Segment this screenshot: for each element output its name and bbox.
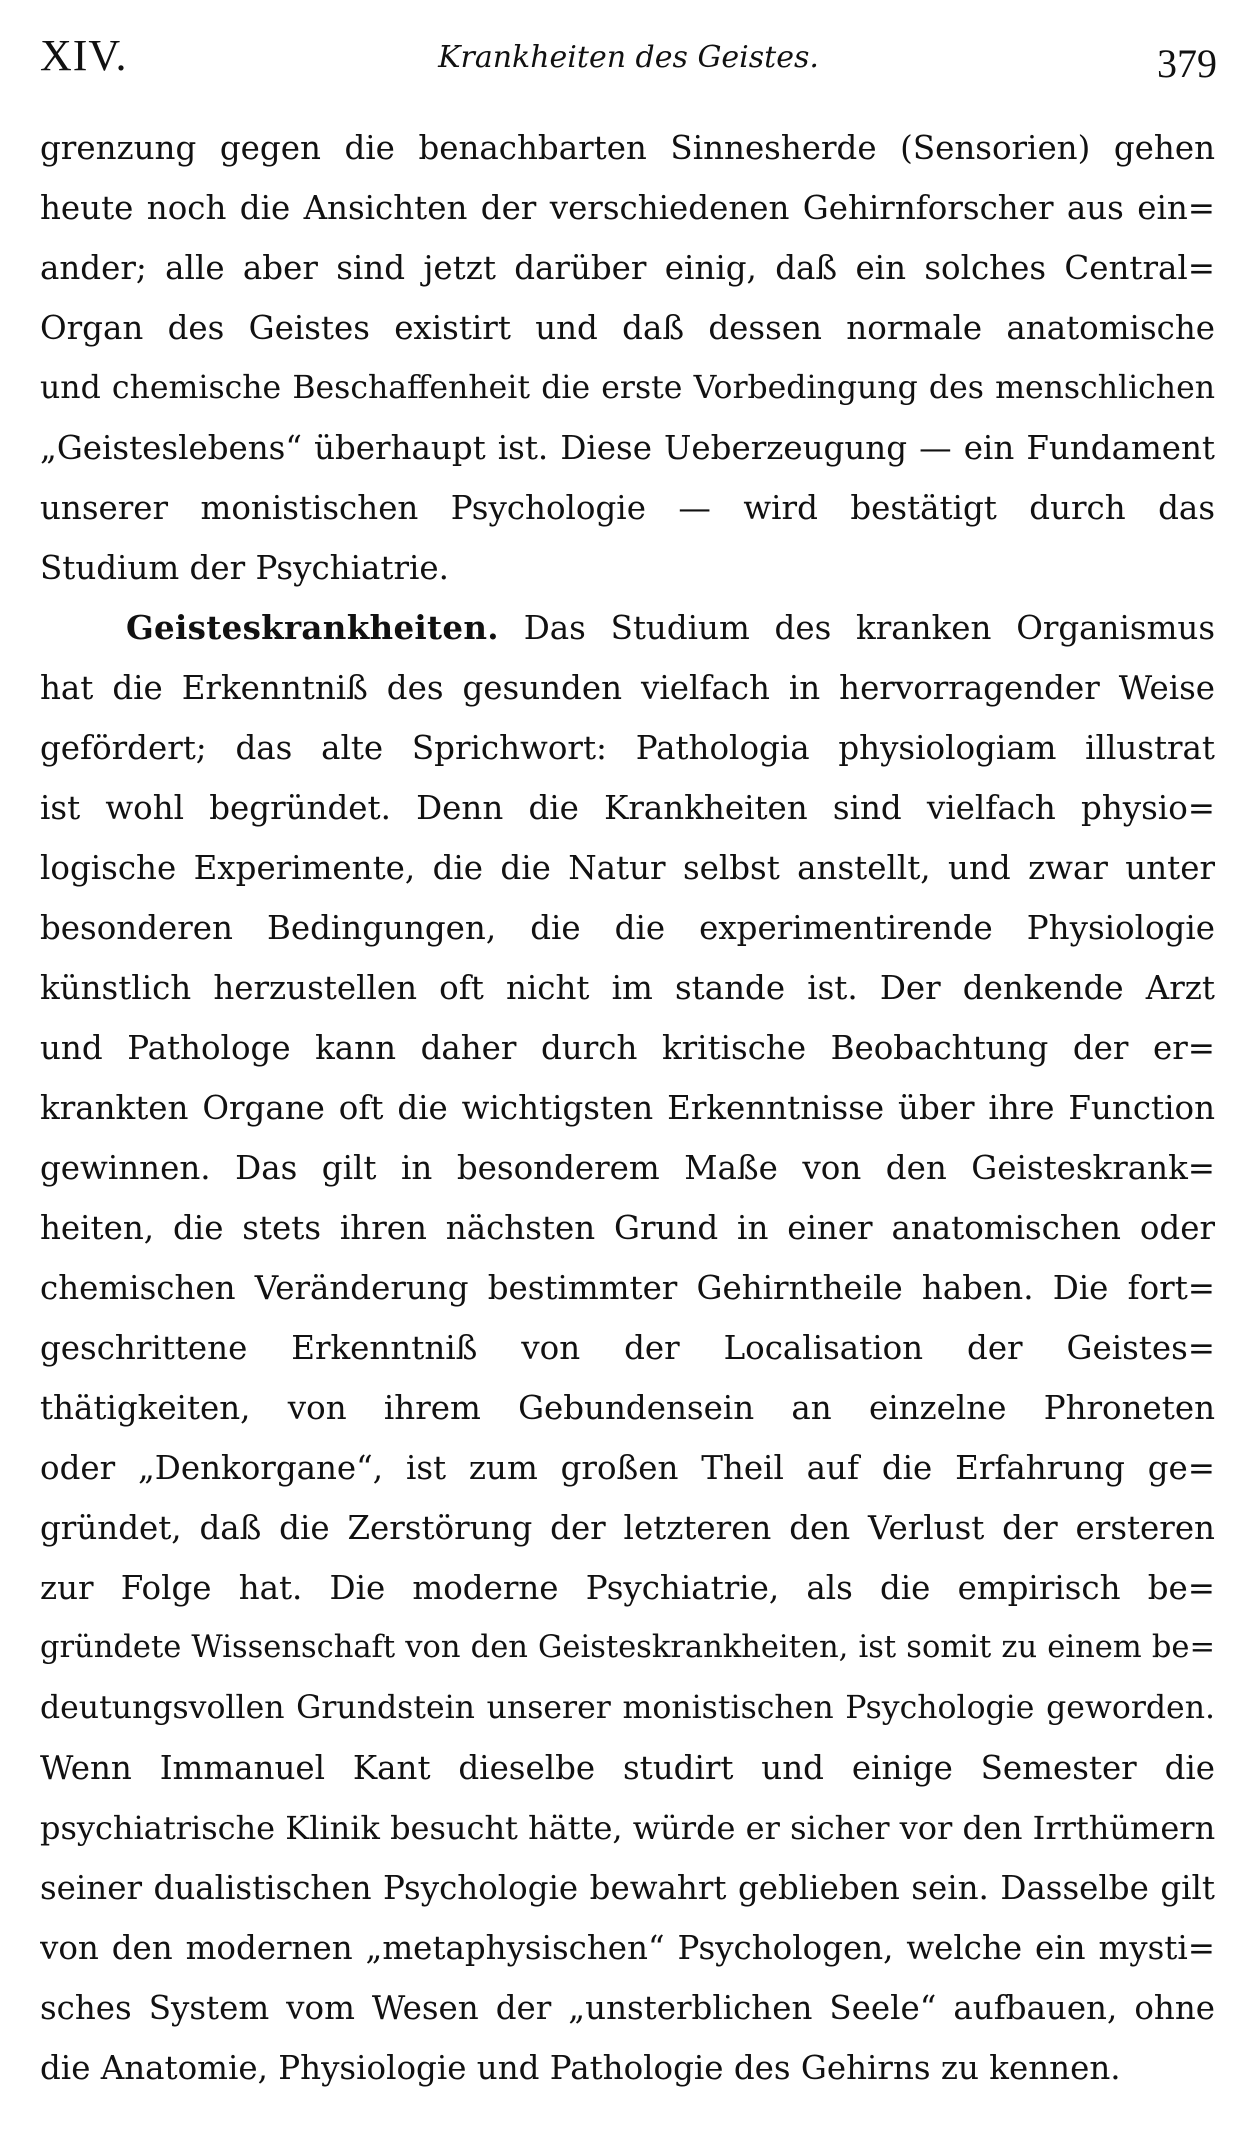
text-line: künstlich herzustellen oft nicht im stande ist. Der denkende Arzt [40, 969, 1215, 1007]
text-line: ist wohl begründet. Denn die Krankheiten sind vielfach physio= [40, 789, 1215, 827]
text-line: Wenn Immanuel Kant dieselbe studirt und einige Semester die [40, 1749, 1215, 1787]
heading-line-rest: Das Studium des kranken Organismus [523, 609, 1215, 647]
text-line: von den modernen „metaphysischen“ Psychologen, welche ein mysti= [40, 1929, 1215, 1967]
text-line: zur Folge hat. Die moderne Psychiatrie, als die empirisch be= [40, 1569, 1215, 1607]
text-line: unserer monistischen Psychologie — wird bestätigt durch das [40, 489, 1215, 527]
running-head [40, 22, 1217, 86]
text-line: hat die Erkenntniß des gesunden vielfach in hervorragender Weise [40, 669, 1215, 707]
text-line: heute noch die Ansichten der verschiedenen Gehirnforscher aus ein= [40, 189, 1215, 227]
text-line: heiten, die stets ihren nächsten Grund in einer anatomischen oder [40, 1209, 1215, 1247]
chapter-number: XIV. [40, 31, 128, 80]
running-title: Krankheiten des Geistes. [438, 40, 819, 75]
text-line: und Pathologe kann daher durch kritische Beobachtung der er= [40, 1029, 1215, 1067]
page-number: 379 [1157, 41, 1217, 86]
text-line: und chemische Beschaffenheit die erste Vorbedingung des menschlichen [40, 370, 1215, 406]
text-line: gründet, daß die Zerstörung der letzteren den Verlust der ersteren [40, 1509, 1215, 1547]
text-line: Organ des Geistes existirt und daß dessen normale anatomische [40, 309, 1215, 347]
text-line: Studium der Psychiatrie. [40, 549, 449, 587]
text-line: deutungsvollen Grundstein unserer monistischen Psychologie geworden. [40, 1690, 1215, 1726]
section-heading: Geisteskrankheiten. [126, 608, 499, 647]
text-line: gründete Wissenschaft von den Geisteskrankheiten, ist somit zu einem be= [40, 1630, 1215, 1665]
text-line: grenzung gegen die benachbarten Sinnesherde (Sensorien) gehen [40, 129, 1215, 167]
paragraph-2 [40, 598, 1215, 2098]
text-line: thätigkeiten, von ihrem Gebundensein an einzelne Phroneten [40, 1389, 1215, 1427]
paragraph-1 [40, 118, 1215, 598]
text-line: geschrittene Erkenntniß von der Localisation der Geistes= [40, 1329, 1215, 1367]
text-line: „Geisteslebens“ überhaupt ist. Diese Ueberzeugung — ein Fundament [40, 429, 1215, 467]
text-line: die Anatomie, Physiologie und Pathologie des Gehirns zu kennen. [40, 2049, 1121, 2087]
text-line: seiner dualistischen Psychologie bewahrt geblieben sein. Dasselbe gilt [40, 1869, 1215, 1907]
text-line: oder „Denkorgane“, ist zum großen Theil auf die Erfahrung ge= [40, 1449, 1215, 1487]
body-text [40, 118, 1215, 2098]
text-line: chemischen Veränderung bestimmter Gehirntheile haben. Die fort= [40, 1269, 1215, 1307]
text-line: gefördert; das alte Sprichwort: Pathologia physiologiam illustrat [40, 729, 1215, 767]
text-line: gewinnen. Das gilt in besonderem Maße von den Geisteskrank= [40, 1149, 1215, 1187]
text-line: krankten Organe oft die wichtigsten Erkenntnisse über ihre Function [40, 1089, 1215, 1127]
text-line: ander; alle aber sind jetzt darüber einig, daß ein solches Central= [40, 249, 1215, 287]
text-line: sches System vom Wesen der „unsterblichen Seele“ aufbauen, ohne [40, 1989, 1215, 2027]
text-line: logische Experimente, die die Natur selbst anstellt, und zwar unter [40, 849, 1215, 887]
text-line: besonderen Bedingungen, die die experimentirende Physiologie [40, 909, 1215, 947]
text-line: psychiatrische Klinik besucht hätte, würde er sicher vor den Irrthümern [40, 1809, 1215, 1847]
text-line-first [40, 598, 1215, 658]
